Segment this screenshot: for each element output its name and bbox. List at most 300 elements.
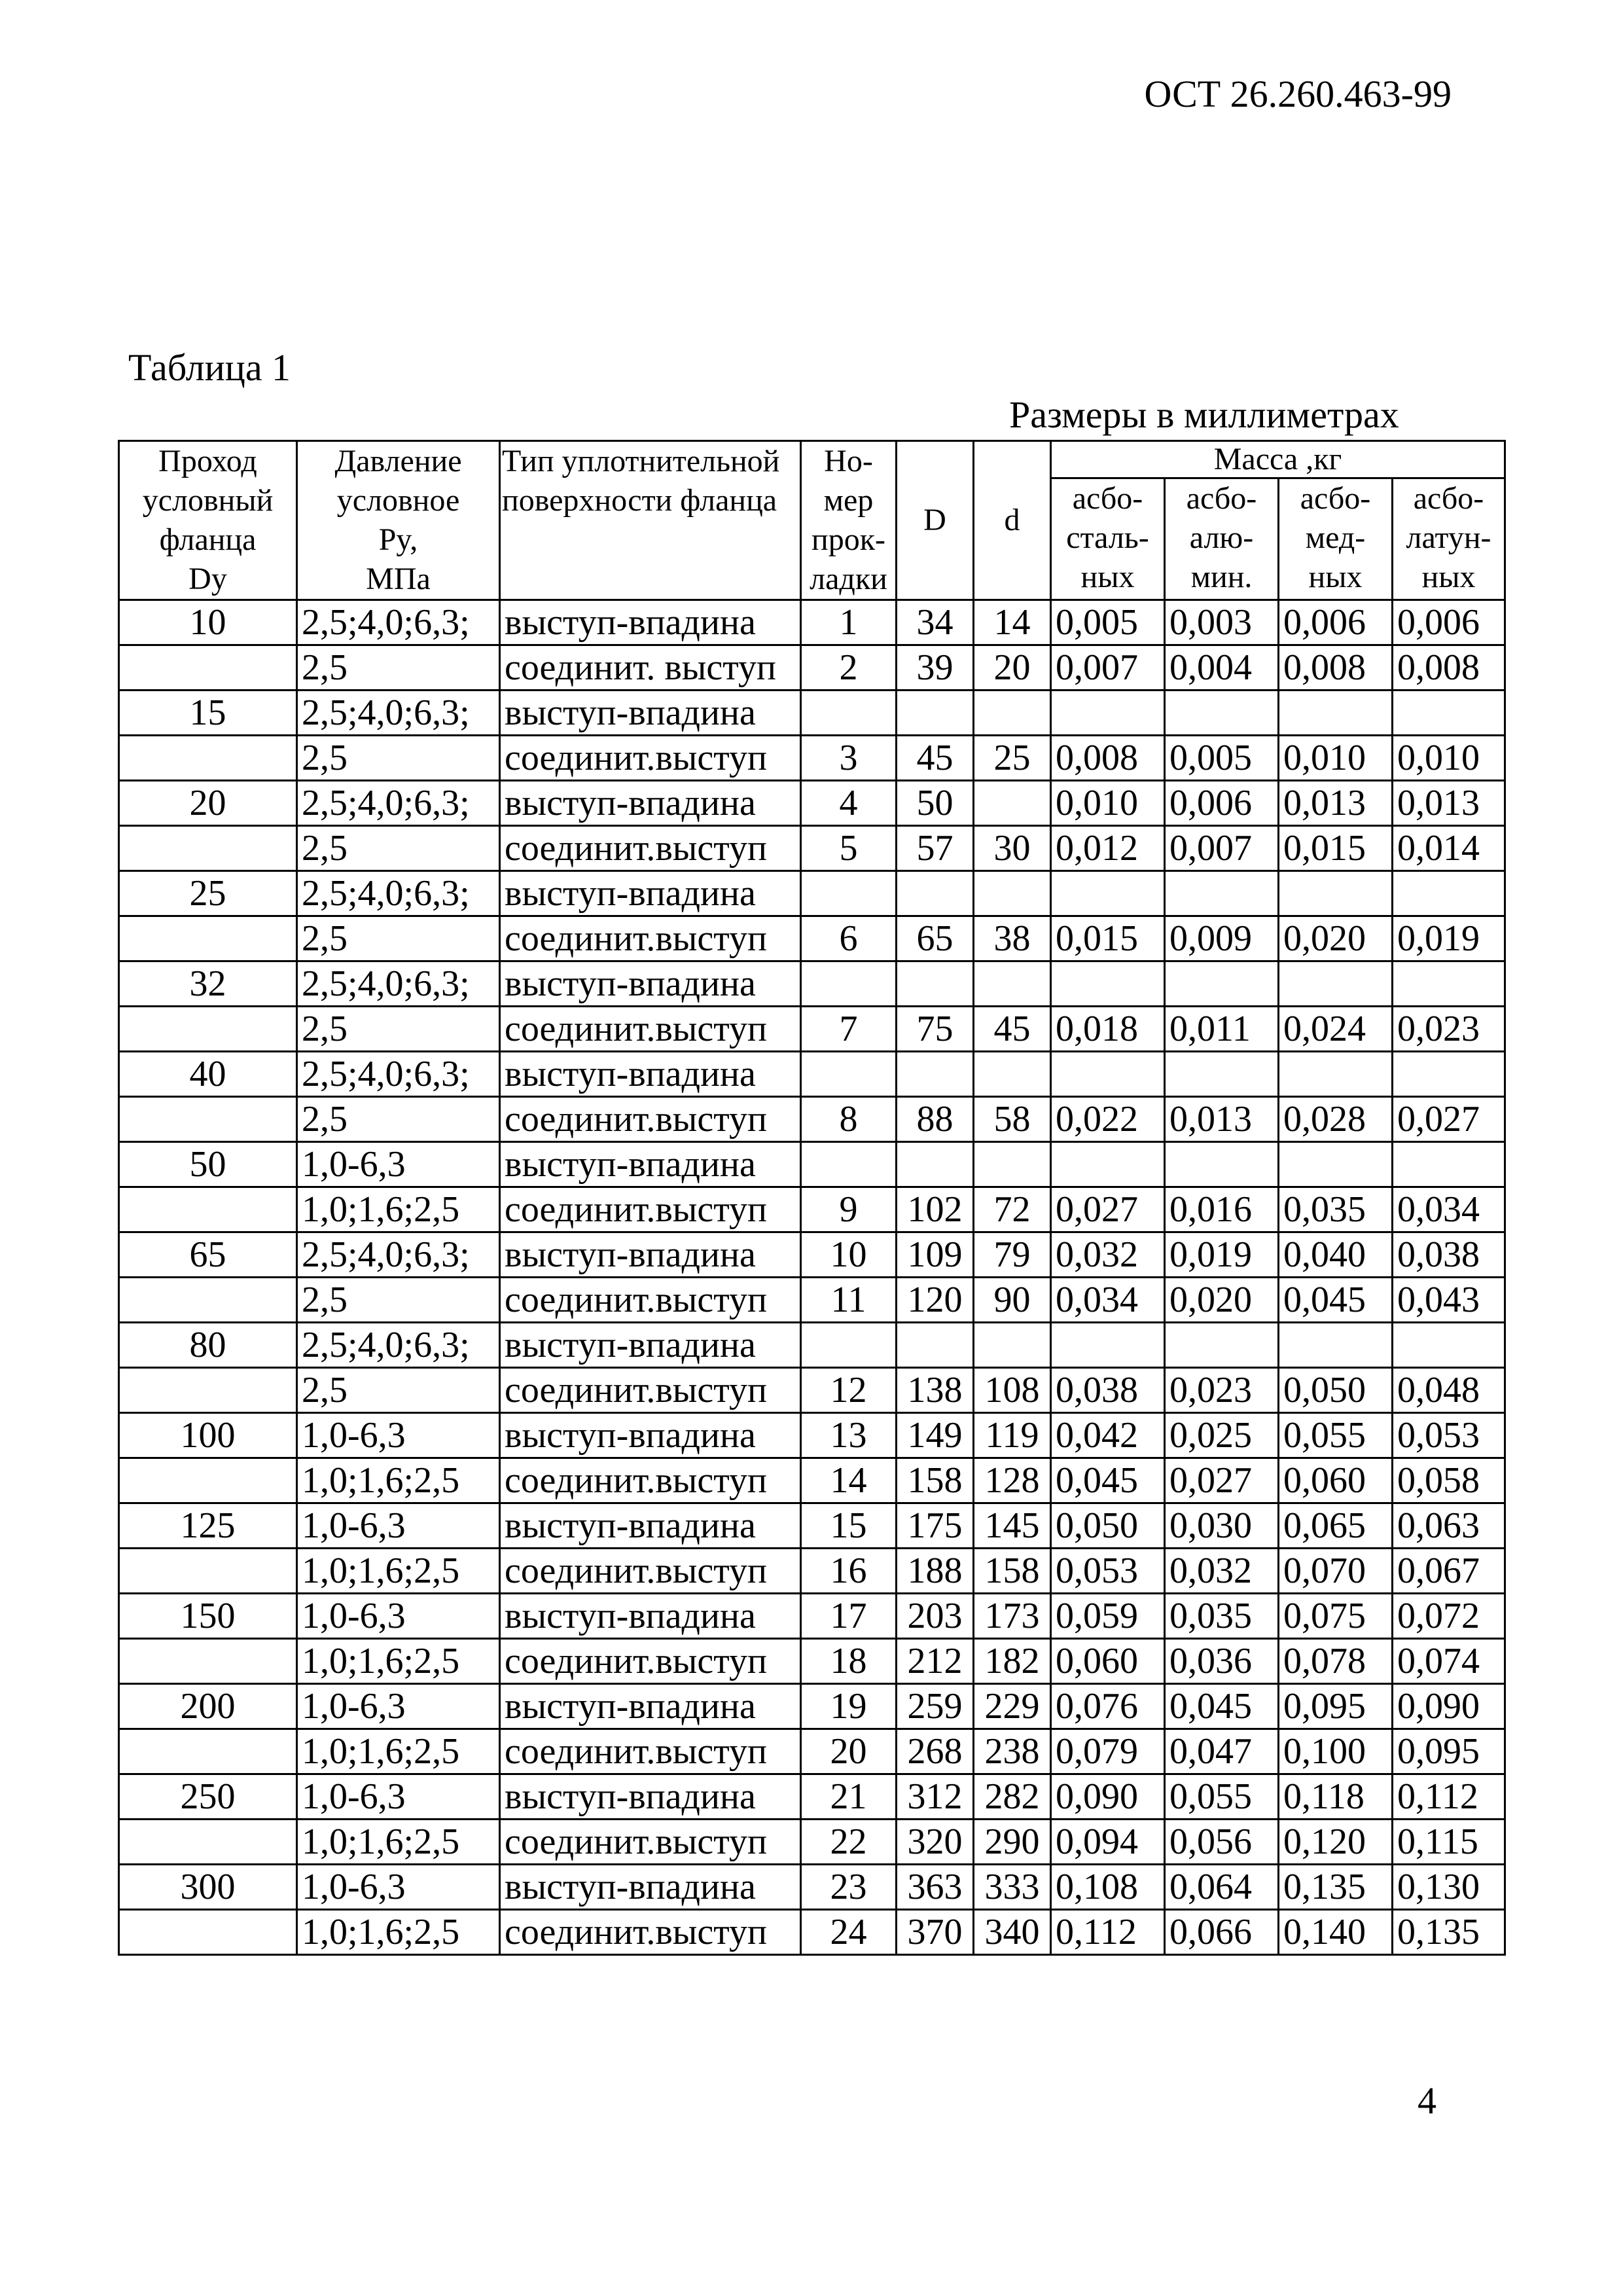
table-row	[119, 1232, 1505, 1278]
cell-inner-diameter	[974, 1323, 1051, 1368]
table-row	[119, 736, 1505, 781]
table-row	[119, 1910, 1505, 1955]
cell-mass-asbosteel	[1051, 1052, 1165, 1097]
cell-gasket-number	[801, 1142, 897, 1187]
cell-pressure: 2,5	[297, 1097, 500, 1142]
header-mass-asbobrass: асбо- латун- ных	[1393, 478, 1505, 600]
cell-nominal-diameter: 40	[119, 1052, 297, 1097]
table-row	[119, 1549, 1505, 1594]
cell-pressure: 2,5	[297, 736, 500, 781]
cell-outer-diameter: 34	[897, 600, 974, 645]
table-caption: Таблица 1	[128, 346, 291, 389]
table-row	[119, 1052, 1505, 1097]
cell-inner-diameter: 333	[974, 1865, 1051, 1910]
cell-surface-type: соединит.выступ	[500, 1368, 801, 1413]
cell-nominal-diameter: 10	[119, 600, 297, 645]
cell-outer-diameter: 259	[897, 1684, 974, 1729]
cell-mass-asbosteel: 0,112	[1051, 1910, 1165, 1955]
table-row	[119, 1368, 1505, 1413]
cell-mass-asbobrass: 0,072	[1393, 1594, 1505, 1639]
cell-nominal-diameter	[119, 1007, 297, 1052]
cell-mass-asbosteel	[1051, 961, 1165, 1007]
header-mass-asbosteel: асбо- сталь- ных	[1051, 478, 1165, 600]
cell-nominal-diameter: 20	[119, 781, 297, 826]
cell-nominal-diameter: 250	[119, 1774, 297, 1820]
cell-surface-type: выступ-впадина	[500, 600, 801, 645]
cell-surface-type: выступ-впадина	[500, 1774, 801, 1820]
cell-mass-asbocopper: 0,020	[1279, 916, 1393, 961]
cell-mass-asbobrass: 0,112	[1393, 1774, 1505, 1820]
cell-mass-asbobrass: 0,010	[1393, 736, 1505, 781]
cell-surface-type: соединит.выступ	[500, 1097, 801, 1142]
cell-mass-asbosteel	[1051, 1323, 1165, 1368]
cell-mass-asbocopper: 0,035	[1279, 1187, 1393, 1232]
table-row	[119, 1684, 1505, 1729]
cell-nominal-diameter	[119, 1458, 297, 1503]
cell-mass-asboaluminum	[1165, 961, 1279, 1007]
cell-mass-asboaluminum: 0,023	[1165, 1368, 1279, 1413]
cell-mass-asbocopper: 0,118	[1279, 1774, 1393, 1820]
cell-surface-type: соединит.выступ	[500, 1729, 801, 1774]
cell-inner-diameter: 72	[974, 1187, 1051, 1232]
cell-surface-type: выступ-впадина	[500, 1865, 801, 1910]
cell-mass-asbobrass: 0,014	[1393, 826, 1505, 871]
cell-nominal-diameter	[119, 1549, 297, 1594]
cell-mass-asbosteel: 0,032	[1051, 1232, 1165, 1278]
cell-pressure: 2,5	[297, 1007, 500, 1052]
cell-mass-asboaluminum	[1165, 1142, 1279, 1187]
cell-inner-diameter: 182	[974, 1639, 1051, 1684]
cell-outer-diameter: 158	[897, 1458, 974, 1503]
cell-nominal-diameter	[119, 1729, 297, 1774]
cell-mass-asbosteel: 0,010	[1051, 781, 1165, 826]
cell-mass-asbobrass: 0,135	[1393, 1910, 1505, 1955]
table-row	[119, 1097, 1505, 1142]
table-row	[119, 1187, 1505, 1232]
header-mass-group: Масса ,кг	[1051, 441, 1505, 478]
cell-mass-asbocopper: 0,006	[1279, 600, 1393, 645]
cell-pressure: 1,0-6,3	[297, 1865, 500, 1910]
cell-nominal-diameter: 15	[119, 691, 297, 736]
cell-mass-asbocopper: 0,120	[1279, 1820, 1393, 1865]
cell-mass-asbobrass: 0,019	[1393, 916, 1505, 961]
cell-mass-asbosteel: 0,022	[1051, 1097, 1165, 1142]
cell-mass-asbosteel: 0,050	[1051, 1503, 1165, 1549]
table-row	[119, 1458, 1505, 1503]
cell-surface-type: соединит.выступ	[500, 916, 801, 961]
table-row	[119, 1323, 1505, 1368]
cell-mass-asbocopper: 0,070	[1279, 1549, 1393, 1594]
cell-inner-diameter	[974, 1142, 1051, 1187]
cell-pressure: 1,0-6,3	[297, 1503, 500, 1549]
cell-surface-type: выступ-впадина	[500, 1594, 801, 1639]
cell-nominal-diameter: 50	[119, 1142, 297, 1187]
table-row	[119, 600, 1505, 645]
cell-nominal-diameter	[119, 1187, 297, 1232]
cell-outer-diameter: 312	[897, 1774, 974, 1820]
header-surface-type: Тип уплотнительной поверхности фланца	[500, 441, 801, 600]
table-row	[119, 781, 1505, 826]
cell-inner-diameter	[974, 871, 1051, 916]
cell-mass-asboaluminum: 0,064	[1165, 1865, 1279, 1910]
cell-pressure: 1,0;1,6;2,5	[297, 1729, 500, 1774]
cell-gasket-number: 24	[801, 1910, 897, 1955]
cell-mass-asbobrass	[1393, 1052, 1505, 1097]
cell-mass-asbosteel: 0,008	[1051, 736, 1165, 781]
table-row	[119, 961, 1505, 1007]
cell-inner-diameter: 145	[974, 1503, 1051, 1549]
cell-nominal-diameter	[119, 1097, 297, 1142]
cell-mass-asboaluminum: 0,006	[1165, 781, 1279, 826]
cell-mass-asboaluminum: 0,020	[1165, 1278, 1279, 1323]
cell-pressure: 2,5;4,0;6,3;	[297, 781, 500, 826]
cell-mass-asbosteel: 0,076	[1051, 1684, 1165, 1729]
cell-pressure: 1,0;1,6;2,5	[297, 1187, 500, 1232]
cell-mass-asboaluminum: 0,036	[1165, 1639, 1279, 1684]
cell-nominal-diameter: 125	[119, 1503, 297, 1549]
cell-mass-asboaluminum: 0,011	[1165, 1007, 1279, 1052]
cell-inner-diameter: 25	[974, 736, 1051, 781]
cell-mass-asbocopper: 0,010	[1279, 736, 1393, 781]
cell-inner-diameter: 173	[974, 1594, 1051, 1639]
cell-mass-asbobrass: 0,008	[1393, 645, 1505, 691]
cell-inner-diameter	[974, 1052, 1051, 1097]
header-outer-diameter: D	[897, 441, 974, 600]
cell-pressure: 2,5	[297, 916, 500, 961]
header-mass-asbocopper: асбо- мед- ных	[1279, 478, 1393, 600]
cell-mass-asbosteel: 0,038	[1051, 1368, 1165, 1413]
cell-outer-diameter	[897, 961, 974, 1007]
cell-mass-asboaluminum: 0,016	[1165, 1187, 1279, 1232]
table-row	[119, 1503, 1505, 1549]
cell-outer-diameter	[897, 871, 974, 916]
cell-nominal-diameter	[119, 736, 297, 781]
cell-nominal-diameter	[119, 916, 297, 961]
cell-mass-asboaluminum: 0,047	[1165, 1729, 1279, 1774]
cell-mass-asbobrass: 0,034	[1393, 1187, 1505, 1232]
cell-surface-type: соединит.выступ	[500, 1187, 801, 1232]
cell-mass-asbobrass: 0,043	[1393, 1278, 1505, 1323]
cell-mass-asbosteel: 0,007	[1051, 645, 1165, 691]
cell-mass-asbosteel: 0,079	[1051, 1729, 1165, 1774]
cell-mass-asbobrass: 0,023	[1393, 1007, 1505, 1052]
cell-mass-asbocopper: 0,024	[1279, 1007, 1393, 1052]
cell-mass-asbobrass: 0,013	[1393, 781, 1505, 826]
cell-inner-diameter: 282	[974, 1774, 1051, 1820]
cell-pressure: 2,5;4,0;6,3;	[297, 1323, 500, 1368]
cell-outer-diameter: 363	[897, 1865, 974, 1910]
cell-outer-diameter: 109	[897, 1232, 974, 1278]
cell-surface-type: соединит.выступ	[500, 1549, 801, 1594]
cell-gasket-number: 17	[801, 1594, 897, 1639]
cell-gasket-number: 11	[801, 1278, 897, 1323]
cell-surface-type: выступ-впадина	[500, 1503, 801, 1549]
cell-pressure: 2,5;4,0;6,3;	[297, 600, 500, 645]
cell-mass-asbocopper	[1279, 1323, 1393, 1368]
cell-gasket-number: 7	[801, 1007, 897, 1052]
cell-mass-asbocopper: 0,013	[1279, 781, 1393, 826]
header-mass-asboaluminum: асбо- алю- мин.	[1165, 478, 1279, 600]
cell-pressure: 2,5	[297, 1368, 500, 1413]
cell-mass-asbosteel: 0,053	[1051, 1549, 1165, 1594]
cell-nominal-diameter	[119, 1278, 297, 1323]
cell-nominal-diameter	[119, 1820, 297, 1865]
cell-nominal-diameter	[119, 1368, 297, 1413]
cell-gasket-number	[801, 1323, 897, 1368]
table-row	[119, 1594, 1505, 1639]
cell-mass-asbobrass: 0,095	[1393, 1729, 1505, 1774]
cell-gasket-number: 16	[801, 1549, 897, 1594]
cell-mass-asbobrass: 0,074	[1393, 1639, 1505, 1684]
cell-mass-asbobrass	[1393, 1142, 1505, 1187]
cell-outer-diameter: 50	[897, 781, 974, 826]
cell-surface-type: выступ-впадина	[500, 871, 801, 916]
header-pressure: Давление условное Py, МПа	[297, 441, 500, 600]
table-row	[119, 826, 1505, 871]
cell-mass-asbobrass: 0,115	[1393, 1820, 1505, 1865]
cell-inner-diameter: 108	[974, 1368, 1051, 1413]
cell-surface-type: выступ-впадина	[500, 1684, 801, 1729]
table-row	[119, 1774, 1505, 1820]
cell-inner-diameter	[974, 781, 1051, 826]
cell-gasket-number: 21	[801, 1774, 897, 1820]
cell-outer-diameter: 370	[897, 1910, 974, 1955]
cell-mass-asboaluminum: 0,003	[1165, 600, 1279, 645]
cell-mass-asboaluminum: 0,007	[1165, 826, 1279, 871]
cell-mass-asbobrass: 0,130	[1393, 1865, 1505, 1910]
cell-pressure: 1,0-6,3	[297, 1594, 500, 1639]
cell-gasket-number: 13	[801, 1413, 897, 1458]
cell-outer-diameter: 320	[897, 1820, 974, 1865]
cell-inner-diameter: 30	[974, 826, 1051, 871]
cell-outer-diameter: 203	[897, 1594, 974, 1639]
cell-pressure: 2,5;4,0;6,3;	[297, 691, 500, 736]
cell-mass-asbosteel: 0,059	[1051, 1594, 1165, 1639]
cell-mass-asbocopper	[1279, 871, 1393, 916]
cell-inner-diameter	[974, 961, 1051, 1007]
cell-gasket-number: 18	[801, 1639, 897, 1684]
cell-gasket-number	[801, 1052, 897, 1097]
cell-pressure: 1,0-6,3	[297, 1142, 500, 1187]
cell-mass-asbobrass: 0,058	[1393, 1458, 1505, 1503]
cell-pressure: 2,5	[297, 645, 500, 691]
cell-surface-type: соединит.выступ	[500, 1639, 801, 1684]
cell-mass-asbosteel: 0,042	[1051, 1413, 1165, 1458]
cell-gasket-number: 9	[801, 1187, 897, 1232]
cell-pressure: 2,5;4,0;6,3;	[297, 871, 500, 916]
cell-mass-asbobrass: 0,053	[1393, 1413, 1505, 1458]
cell-gasket-number: 20	[801, 1729, 897, 1774]
cell-nominal-diameter: 25	[119, 871, 297, 916]
cell-surface-type: соединит.выступ	[500, 1820, 801, 1865]
cell-mass-asbosteel: 0,045	[1051, 1458, 1165, 1503]
cell-mass-asboaluminum: 0,009	[1165, 916, 1279, 961]
cell-mass-asbosteel	[1051, 691, 1165, 736]
cell-gasket-number	[801, 691, 897, 736]
cell-pressure: 2,5	[297, 826, 500, 871]
cell-inner-diameter: 158	[974, 1549, 1051, 1594]
table-row	[119, 1413, 1505, 1458]
cell-pressure: 1,0-6,3	[297, 1684, 500, 1729]
cell-mass-asbosteel: 0,018	[1051, 1007, 1165, 1052]
cell-gasket-number: 14	[801, 1458, 897, 1503]
cell-mass-asbosteel: 0,094	[1051, 1820, 1165, 1865]
cell-gasket-number: 19	[801, 1684, 897, 1729]
cell-inner-diameter: 340	[974, 1910, 1051, 1955]
cell-mass-asbobrass: 0,038	[1393, 1232, 1505, 1278]
cell-nominal-diameter	[119, 826, 297, 871]
cell-gasket-number: 22	[801, 1820, 897, 1865]
cell-mass-asbosteel: 0,027	[1051, 1187, 1165, 1232]
cell-nominal-diameter: 300	[119, 1865, 297, 1910]
cell-surface-type: выступ-впадина	[500, 1413, 801, 1458]
cell-inner-diameter: 238	[974, 1729, 1051, 1774]
cell-nominal-diameter: 100	[119, 1413, 297, 1458]
table-row	[119, 871, 1505, 916]
cell-gasket-number: 5	[801, 826, 897, 871]
cell-pressure: 1,0-6,3	[297, 1774, 500, 1820]
cell-inner-diameter: 38	[974, 916, 1051, 961]
cell-surface-type: соединит.выступ	[500, 826, 801, 871]
cell-mass-asbosteel: 0,108	[1051, 1865, 1165, 1910]
cell-mass-asbobrass: 0,067	[1393, 1549, 1505, 1594]
cell-surface-type: выступ-впадина	[500, 1323, 801, 1368]
cell-mass-asboaluminum	[1165, 1323, 1279, 1368]
cell-mass-asbobrass	[1393, 961, 1505, 1007]
cell-gasket-number	[801, 961, 897, 1007]
cell-pressure: 1,0;1,6;2,5	[297, 1549, 500, 1594]
cell-mass-asboaluminum: 0,027	[1165, 1458, 1279, 1503]
cell-mass-asbobrass: 0,048	[1393, 1368, 1505, 1413]
cell-inner-diameter: 14	[974, 600, 1051, 645]
cell-mass-asboaluminum: 0,032	[1165, 1549, 1279, 1594]
cell-nominal-diameter: 32	[119, 961, 297, 1007]
cell-gasket-number: 10	[801, 1232, 897, 1278]
cell-mass-asboaluminum	[1165, 871, 1279, 916]
cell-surface-type: соединит.выступ	[500, 1007, 801, 1052]
cell-nominal-diameter	[119, 1910, 297, 1955]
cell-pressure: 2,5;4,0;6,3;	[297, 1052, 500, 1097]
cell-outer-diameter: 188	[897, 1549, 974, 1594]
cell-inner-diameter: 229	[974, 1684, 1051, 1729]
cell-mass-asboaluminum: 0,025	[1165, 1413, 1279, 1458]
cell-pressure: 2,5	[297, 1278, 500, 1323]
cell-outer-diameter: 212	[897, 1639, 974, 1684]
table-row	[119, 1865, 1505, 1910]
cell-mass-asbocopper: 0,078	[1279, 1639, 1393, 1684]
document-code: ОСТ 26.260.463-99	[1144, 73, 1452, 115]
cell-outer-diameter: 120	[897, 1278, 974, 1323]
cell-mass-asboaluminum: 0,005	[1165, 736, 1279, 781]
cell-outer-diameter: 57	[897, 826, 974, 871]
cell-mass-asbobrass: 0,006	[1393, 600, 1505, 645]
cell-mass-asbobrass	[1393, 871, 1505, 916]
cell-gasket-number: 8	[801, 1097, 897, 1142]
cell-outer-diameter	[897, 1323, 974, 1368]
cell-gasket-number: 1	[801, 600, 897, 645]
cell-surface-type: выступ-впадина	[500, 691, 801, 736]
cell-pressure: 1,0;1,6;2,5	[297, 1639, 500, 1684]
cell-outer-diameter	[897, 1052, 974, 1097]
cell-mass-asbobrass: 0,027	[1393, 1097, 1505, 1142]
cell-mass-asbocopper: 0,135	[1279, 1865, 1393, 1910]
cell-mass-asbocopper: 0,050	[1279, 1368, 1393, 1413]
cell-inner-diameter: 20	[974, 645, 1051, 691]
table-row	[119, 1729, 1505, 1774]
cell-mass-asbocopper: 0,045	[1279, 1278, 1393, 1323]
table-row	[119, 691, 1505, 736]
cell-gasket-number: 3	[801, 736, 897, 781]
cell-mass-asbobrass	[1393, 1323, 1505, 1368]
header-gasket-number: Но- мер прок- ладки	[801, 441, 897, 600]
cell-surface-type: соединит.выступ	[500, 1458, 801, 1503]
cell-nominal-diameter: 80	[119, 1323, 297, 1368]
cell-mass-asboaluminum: 0,056	[1165, 1820, 1279, 1865]
cell-mass-asbocopper: 0,100	[1279, 1729, 1393, 1774]
cell-inner-diameter: 128	[974, 1458, 1051, 1503]
cell-nominal-diameter: 200	[119, 1684, 297, 1729]
cell-mass-asboaluminum: 0,030	[1165, 1503, 1279, 1549]
cell-gasket-number: 15	[801, 1503, 897, 1549]
cell-mass-asbobrass: 0,090	[1393, 1684, 1505, 1729]
table-row	[119, 645, 1505, 691]
cell-nominal-diameter	[119, 1639, 297, 1684]
cell-nominal-diameter	[119, 645, 297, 691]
cell-mass-asbocopper: 0,060	[1279, 1458, 1393, 1503]
cell-mass-asbocopper: 0,008	[1279, 645, 1393, 691]
cell-pressure: 2,5;4,0;6,3;	[297, 1232, 500, 1278]
cell-gasket-number	[801, 871, 897, 916]
cell-gasket-number: 6	[801, 916, 897, 961]
cell-mass-asboaluminum: 0,055	[1165, 1774, 1279, 1820]
header-dn: Проход условный фланца Dy	[119, 441, 297, 600]
cell-pressure: 2,5;4,0;6,3;	[297, 961, 500, 1007]
cell-outer-diameter: 149	[897, 1413, 974, 1458]
cell-nominal-diameter: 150	[119, 1594, 297, 1639]
cell-surface-type: соединит.выступ	[500, 1910, 801, 1955]
cell-outer-diameter: 138	[897, 1368, 974, 1413]
cell-inner-diameter: 90	[974, 1278, 1051, 1323]
cell-mass-asboaluminum: 0,019	[1165, 1232, 1279, 1278]
cell-mass-asbocopper: 0,015	[1279, 826, 1393, 871]
cell-inner-diameter: 45	[974, 1007, 1051, 1052]
cell-outer-diameter: 88	[897, 1097, 974, 1142]
cell-outer-diameter: 65	[897, 916, 974, 961]
cell-surface-type: выступ-впадина	[500, 1052, 801, 1097]
table-row	[119, 1007, 1505, 1052]
cell-surface-type: выступ-впадина	[500, 781, 801, 826]
cell-surface-type: выступ-впадина	[500, 1142, 801, 1187]
cell-surface-type: соединит.выступ	[500, 1278, 801, 1323]
cell-pressure: 1,0;1,6;2,5	[297, 1458, 500, 1503]
cell-mass-asbocopper: 0,055	[1279, 1413, 1393, 1458]
cell-mass-asboaluminum	[1165, 1052, 1279, 1097]
cell-pressure: 1,0-6,3	[297, 1413, 500, 1458]
cell-mass-asbosteel: 0,012	[1051, 826, 1165, 871]
cell-mass-asboaluminum: 0,045	[1165, 1684, 1279, 1729]
cell-outer-diameter: 75	[897, 1007, 974, 1052]
cell-mass-asbosteel	[1051, 1142, 1165, 1187]
cell-mass-asbocopper: 0,065	[1279, 1503, 1393, 1549]
cell-mass-asboaluminum	[1165, 691, 1279, 736]
cell-outer-diameter	[897, 691, 974, 736]
table-row	[119, 1142, 1505, 1187]
cell-pressure: 1,0;1,6;2,5	[297, 1910, 500, 1955]
cell-gasket-number: 4	[801, 781, 897, 826]
cell-inner-diameter: 290	[974, 1820, 1051, 1865]
cell-mass-asbocopper: 0,028	[1279, 1097, 1393, 1142]
cell-outer-diameter: 102	[897, 1187, 974, 1232]
